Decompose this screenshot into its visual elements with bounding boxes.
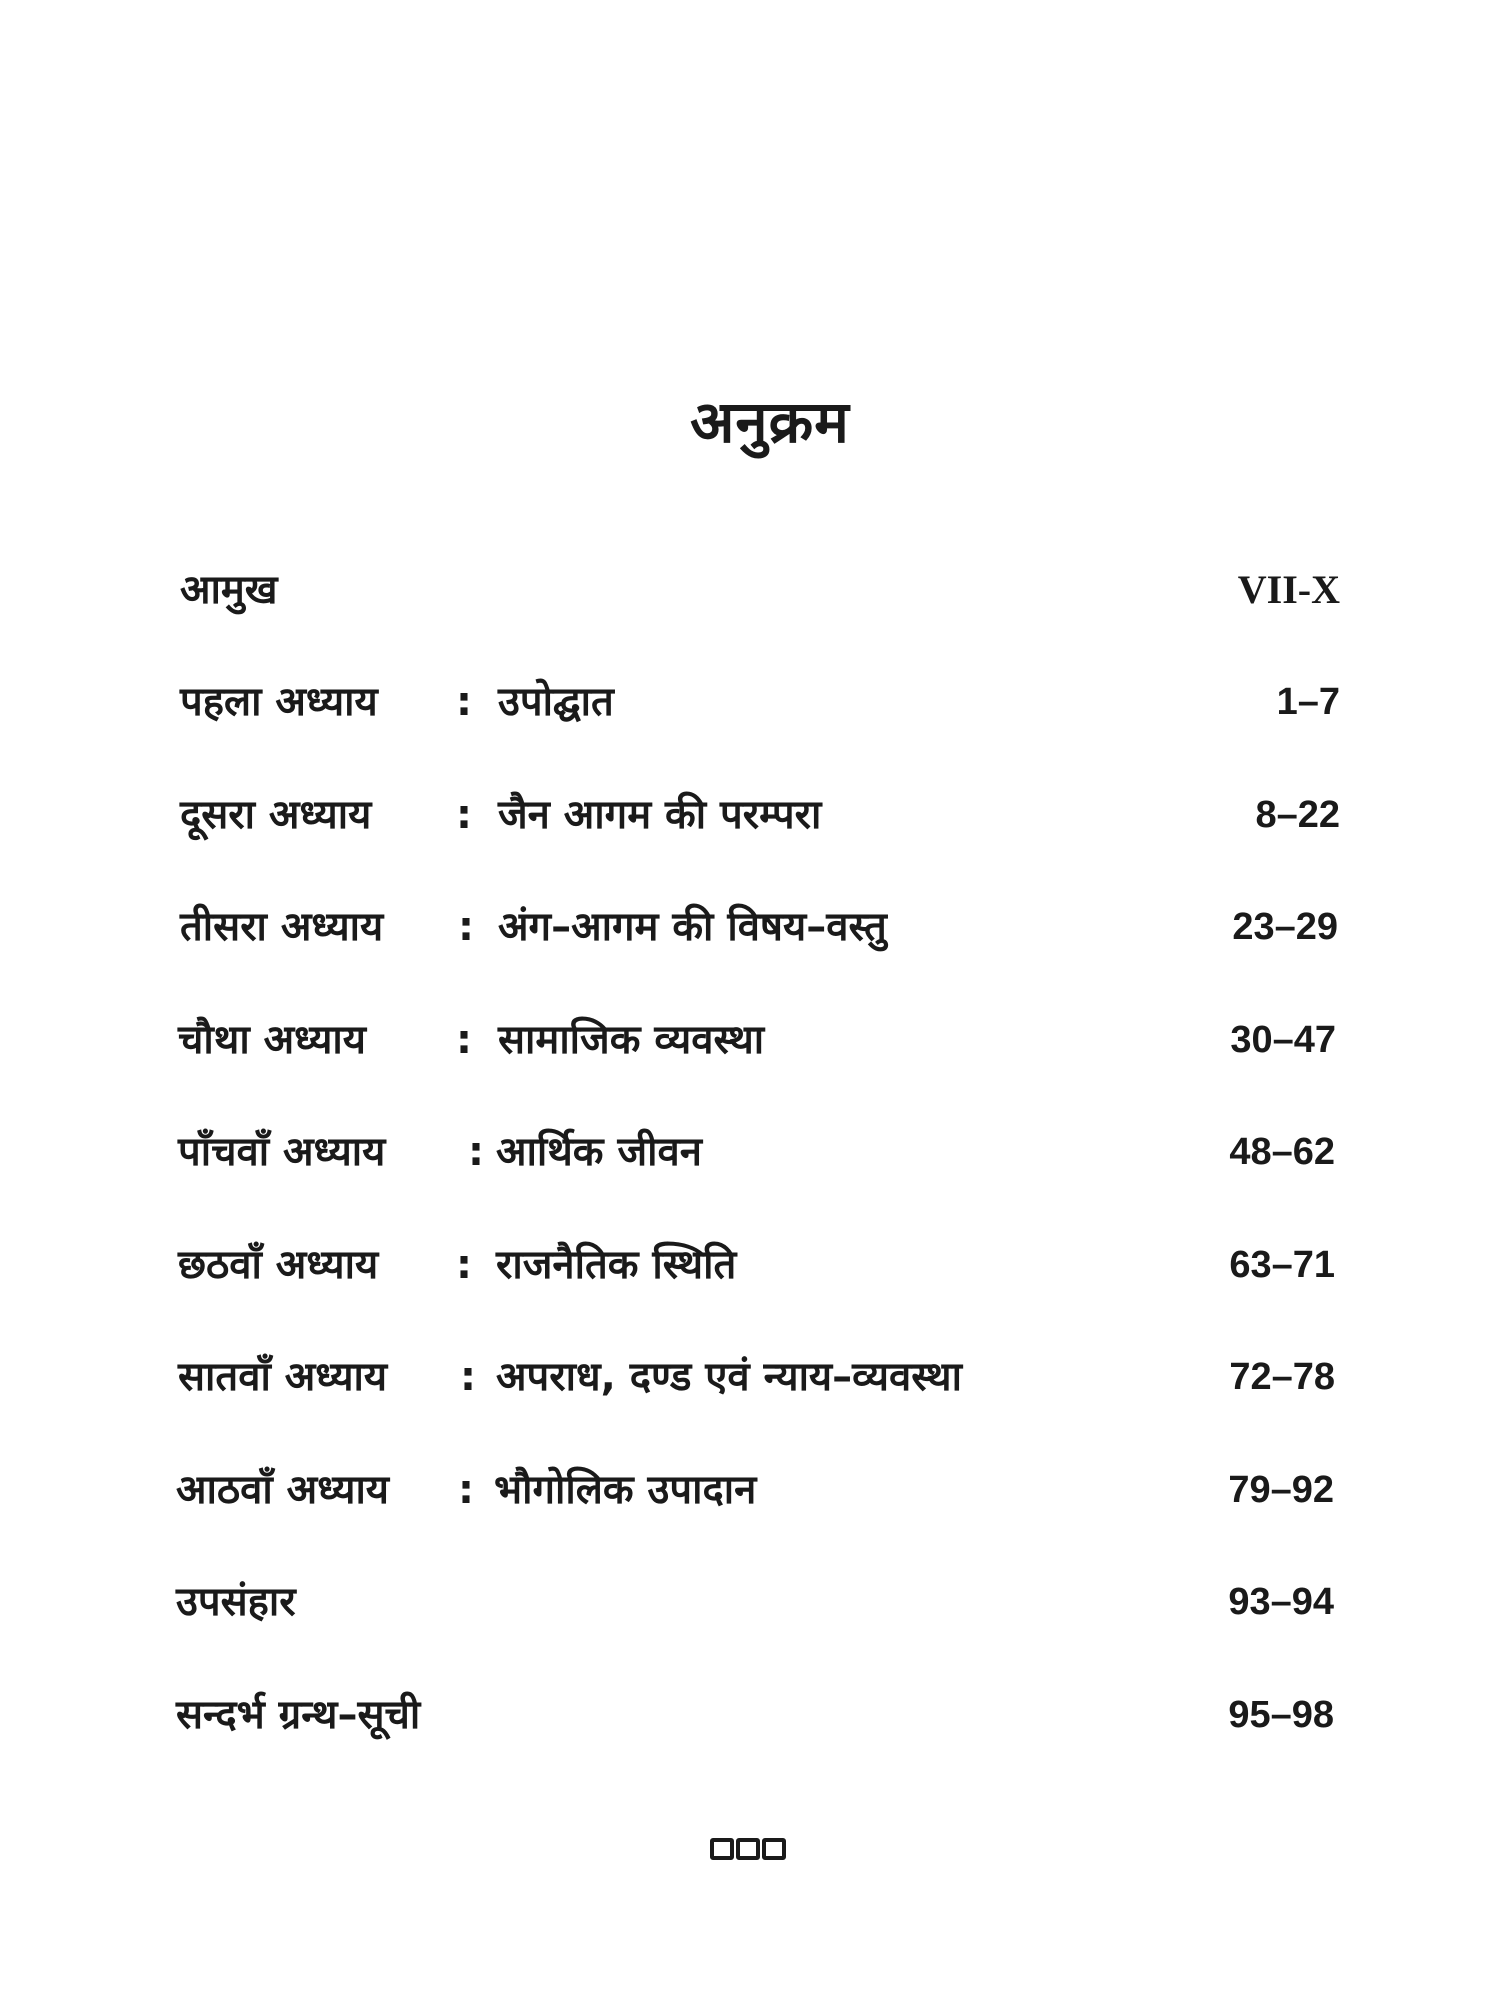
toc-separator: : [456, 1242, 472, 1288]
toc-page-range: 95–98 [1228, 1694, 1334, 1736]
box-icon [710, 1838, 734, 1860]
toc-row [180, 672, 1350, 732]
toc-row [180, 785, 1350, 845]
toc-page-range: 8–22 [1255, 794, 1340, 836]
toc-page-range: 79–92 [1228, 1469, 1334, 1511]
toc-page-range: 93–94 [1228, 1581, 1334, 1623]
toc-chapter-label: चौथा अध्याय [178, 1017, 366, 1063]
toc-chapter-label: पहला अध्याय [180, 679, 378, 725]
toc-row [178, 1347, 1348, 1407]
toc-separator: : [460, 1354, 476, 1400]
toc-chapter-topic: आर्थिक जीवन [496, 1129, 702, 1175]
toc-separator: : [458, 1467, 474, 1513]
toc-page-range: 1–7 [1276, 681, 1340, 723]
toc-page-range: VII-X [1237, 567, 1340, 612]
toc-row [180, 560, 1350, 620]
toc-chapter-topic: राजनैतिक स्थिति [496, 1242, 737, 1288]
toc-chapter-label: आमुख [180, 567, 278, 613]
toc-chapter-label: छठवाँ अध्याय [178, 1242, 379, 1288]
page-title: अनुक्रम [690, 388, 850, 456]
three-boxes-end-icon [710, 1838, 786, 1860]
box-icon [736, 1838, 760, 1860]
toc-page-range: 63–71 [1229, 1244, 1335, 1286]
toc-page-range: 72–78 [1229, 1356, 1335, 1398]
toc-row [178, 1010, 1348, 1070]
box-icon [762, 1838, 786, 1860]
toc-chapter-label: सातवाँ अध्याय [178, 1354, 388, 1400]
toc-chapter-topic: अंग–आगम की विषय–वस्तु [498, 904, 887, 950]
toc-chapter-label: सन्दर्भ ग्रन्थ–सूची [176, 1692, 421, 1738]
toc-chapter-label: आठवाँ अध्याय [176, 1467, 390, 1513]
toc-separator: : [456, 792, 472, 838]
toc-separator: : [468, 1129, 484, 1175]
toc-row [176, 1572, 1346, 1632]
toc-chapter-topic: जैन आगम की परम्परा [498, 792, 822, 838]
toc-chapter-label: पाँचवाँ अध्याय [178, 1129, 386, 1175]
toc-row [176, 1460, 1346, 1520]
toc-page-range: 30–47 [1230, 1019, 1336, 1061]
toc-row [180, 897, 1350, 957]
toc-chapter-label: उपसंहार [176, 1579, 296, 1625]
toc-page-range: 48–62 [1229, 1131, 1335, 1173]
toc-chapter-label: तीसरा अध्याय [180, 904, 384, 950]
toc-row [178, 1122, 1348, 1182]
toc-chapter-topic: अपराध, दण्ड एवं न्याय–व्यवस्था [496, 1354, 962, 1400]
toc-page-range: 23–29 [1232, 906, 1338, 948]
toc-chapter-topic: सामाजिक व्यवस्था [498, 1017, 765, 1063]
toc-row [176, 1685, 1346, 1745]
toc-separator: : [458, 904, 474, 950]
toc-chapter-label: दूसरा अध्याय [180, 792, 372, 838]
toc-chapter-topic: उपोद्घात [498, 679, 614, 725]
toc-chapter-topic: भौगोलिक उपादान [494, 1467, 757, 1513]
toc-separator: : [456, 679, 472, 725]
toc-row [178, 1235, 1348, 1295]
toc-separator: : [456, 1017, 472, 1063]
